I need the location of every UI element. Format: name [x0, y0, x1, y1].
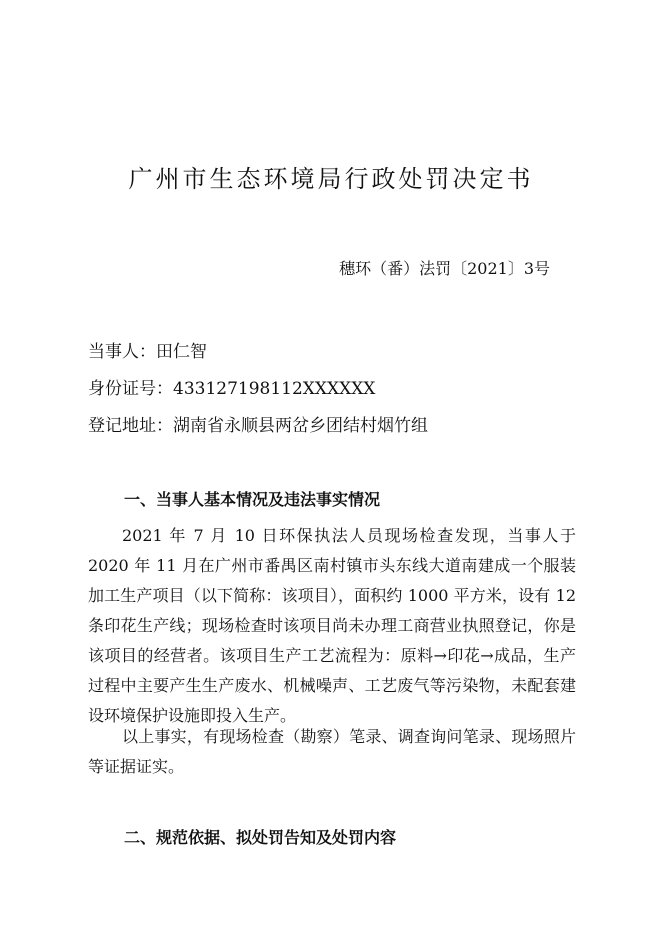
evidence-paragraph: 以上事实，有现场检查（勘察）笔录、调查询问笔录、现场照片等证据证实。	[88, 727, 576, 776]
party-address-line: 登记地址：湖南省永顺县两岔乡团结村烟竹组	[88, 416, 428, 436]
document-number: 穗环（番）法罚〔2021〕3号	[339, 259, 550, 278]
document-title: 广州市生态环境局行政处罚决定书	[128, 165, 534, 193]
facts-paragraph: 2021 年 7 月 10 日环保执法人员现场检查发现，当事人于 2020 年 11 月在广州市番禺区南村镇市头东线大道南建成一个服装加工生产项目（以下简称：该项目），面积约 1000 平方米，设有 12 条印花生产线；现场检查时该项目尚未办理工商营业执照登记，你是该项目的经营者。该项目生产工艺流程为：原料→印花→成品，生产过程中主要产生生产废水、机械噪声、工艺废气等污染物，未配套建设环境保护设施即投入生产。	[88, 526, 576, 725]
section-heading-basis: 二、规范依据、拟处罚告知及处罚内容	[124, 828, 397, 847]
party-id-line: 身份证号：433127198112XXXXXX	[88, 379, 376, 399]
section-heading-facts: 一、当事人基本情况及违法事实情况	[124, 490, 381, 509]
party-name-line: 当事人：田仁智	[88, 342, 207, 362]
